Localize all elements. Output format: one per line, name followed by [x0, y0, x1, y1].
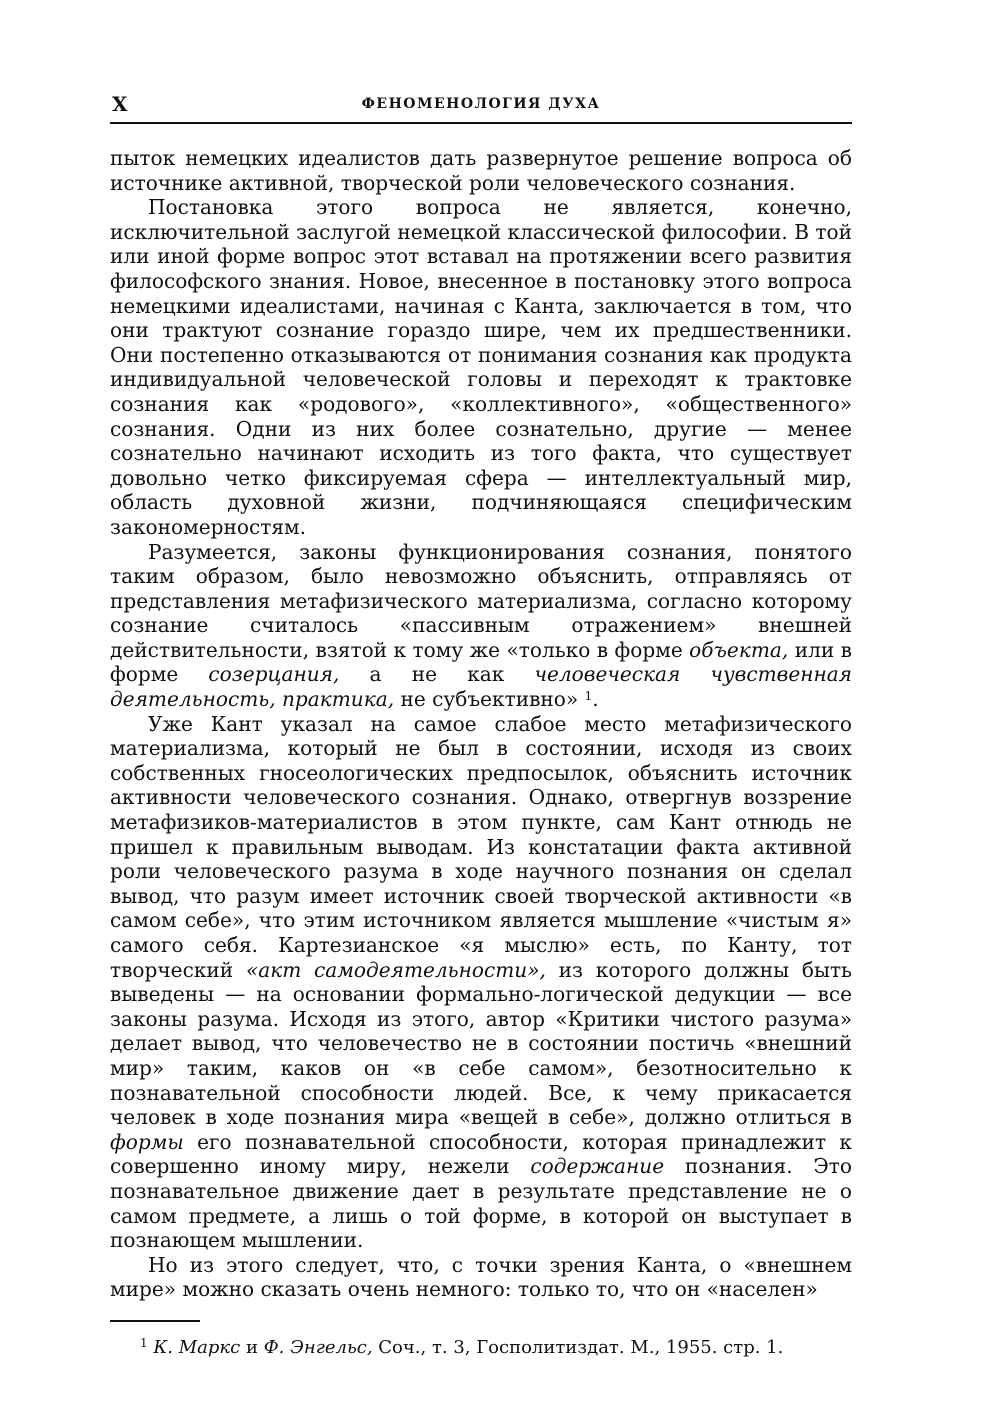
paragraph-5: Но из этого следует, что, с точки зрения Канта, о «внешнем мире» можно сказать очень немного: только то, что он «населен» — [110, 1252, 852, 1302]
book-page — [110, 92, 852, 1360]
footnote-author: К. Маркс — [153, 1336, 241, 1358]
italic-term: объекта, — [689, 637, 789, 662]
paragraph-1: пыток немецких идеалистов дать развернутое решение вопроса об источнике активной, творческой роли человеческого сознания. — [110, 146, 852, 195]
paragraph-3: Разумеется, законы функционирования сознания, понятого таким образом, было невозможно объяснить, отправляясь от представления метафизического материализма, согласно которому сознание считалось «пассивным отражением» внешней действительности, взятой к тому же «только в форме объекта, или в форме созерцания, а не как человеческая чувственная деятельность, практика, не субъективно» $^1$. — [110, 539, 852, 712]
paragraph-2: Постановка этого вопроса не является, конечно, исключительной заслугой немецкой классической философии. В той или иной форме вопрос этот вставал на протяжении всего развития философского знания. Новое, внесенное в постановку этого вопроса немецкими идеалистами, начиная с Канта, заключается в том, что они трактуют сознание гораздо шире, чем их предшественники. Они постепенно отказываются от понимания сознания как продукта индивидуальной человеческой головы и переходят к трактовке сознания как «родового», «коллективного», «общественного» сознания. Одни из них более сознательно, другие — менее сознательно начинают исходить из того факта, что существует довольно четко фиксируемая сфера — интеллектуальный мир, область духовной жизни, подчиняющаяся специфическим закономерностям. — [110, 195, 852, 539]
footnote-author: Ф. Энгельс, — [263, 1336, 373, 1358]
italic-term: формы — [110, 1129, 184, 1154]
footnote-divider — [110, 1320, 200, 1322]
footnote-mark: 1 — [140, 1335, 148, 1350]
page-header — [110, 92, 852, 124]
italic-term: «акт самодеятельности», — [245, 957, 546, 982]
italic-term: содержание — [530, 1154, 665, 1179]
running-title: ФЕНОМЕНОЛОГИЯ ДУХА — [361, 96, 601, 112]
footnote: $^1$ К. Маркс и Ф. Энгельс, Соч., т. 3, Госполитиздат. М., 1955. стр. 1. — [140, 1335, 784, 1358]
paragraph-4: Уже Кант указал на самое слабое место метафизического материализма, который не был в состоянии, исходя из своих собственных гносеологических предпосылок, объяснить источник активности человеческого сознания. Однако, отвергнув воззрение метафизиков-материалистов в этом пункте, сам Кант отнюдь не пришел к правильным выводам. Из констатации факта активной роли человеческого разума в ходе научного познания он сделал вывод, что разум имеет источник своей творческой активности «в самом себе», что этим источником является мышление «чистым я» самого себя. Картезианское «я мыслю» есть, по Канту, тот творческий «акт самодеятельности», из которого должны быть выведены — на основании формально-логической дедукции — все законы разума. Исходя из этого, автор «Критики чистого разума» делает вывод, что человечество не в состоянии постичь «внешний мир» таким, каков он «в себе самом», безотносительно к познавательной способности людей. Все, к чему прикасается человек в ходе познания мира «вещей в себе», должно отлиться в формы его познавательной способности, которая принадлежит к совершенно иному миру, нежели содержание познания. Это познавательное движение дает в результате представление не о самом предмете, а лишь о той форме, в которой он выступает в познающем мышлении. — [110, 711, 852, 1253]
main-text — [110, 146, 852, 1302]
footnote-reference: 1 — [584, 689, 593, 704]
footnote-citation: Соч., т. 3, Госполитиздат. М., 1955. стр. 1. — [372, 1336, 784, 1358]
italic-term: созерцания, — [208, 662, 340, 687]
italic-term: человеческая чувственная деятельность, практика, — [110, 662, 852, 712]
page-number: X — [112, 92, 128, 116]
